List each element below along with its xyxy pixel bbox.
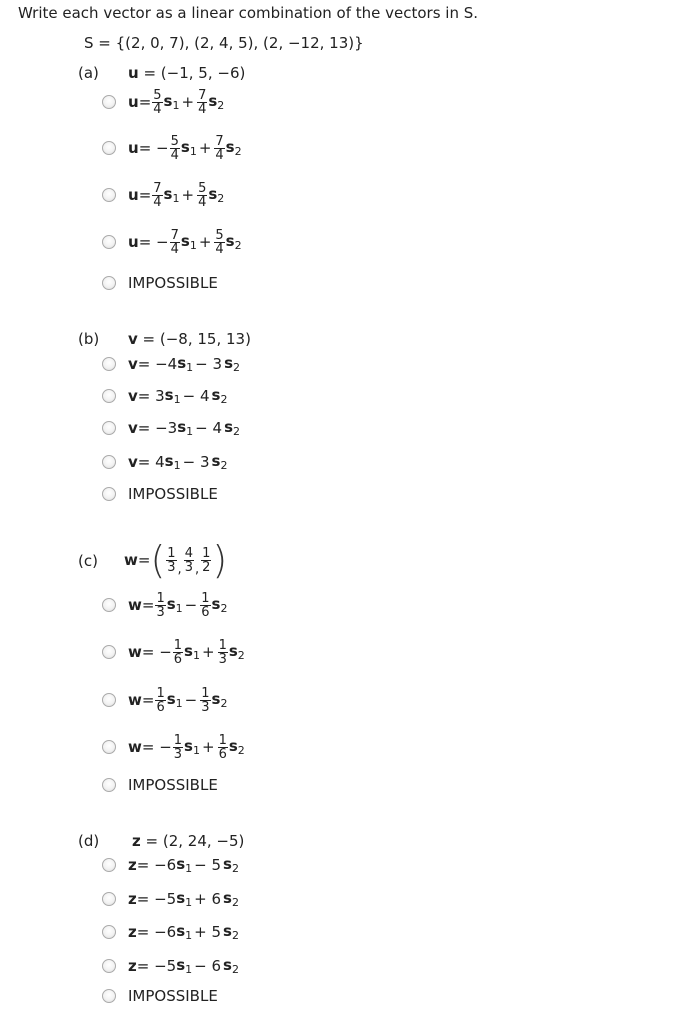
basis-vector: $s_1$ — [166, 690, 183, 710]
basis-vector: $s_1$ — [177, 418, 194, 438]
option-impossible[interactable] — [102, 271, 218, 295]
part-label: (c) — [78, 552, 98, 570]
basis-vector: $s_2$ — [211, 452, 228, 472]
option-text: u = − $\frac{7}{4}$ $s_1$ + $\frac{5}{4}$ $s_2$ — [128, 227, 242, 257]
part-vector: v = (−8, 15, 13) — [128, 330, 251, 348]
option-text: u = $\frac{5}{4}$ $s_1$ + $\frac{7}{4}$ $s_2$ — [128, 87, 225, 117]
option-d-1[interactable] — [102, 853, 239, 877]
option-text: IMPOSSIBLE — [128, 274, 218, 292]
option-a-2[interactable] — [102, 133, 242, 163]
option-d-2[interactable] — [102, 887, 239, 911]
fraction: $\frac{1}{6}$ — [201, 590, 210, 620]
option-text: IMPOSSIBLE — [128, 776, 218, 794]
basis-vector: $s_2$ — [223, 922, 239, 942]
basis-vector: $s_2$ — [225, 138, 242, 158]
option-b-1[interactable] — [102, 352, 240, 376]
basis-vector: $s_1$ — [177, 354, 194, 374]
radio-button[interactable] — [102, 455, 116, 469]
fraction: $\frac{1}{3}$ — [156, 590, 165, 620]
option-text: v = 3 $s_1$ − 4 $s_2$ — [128, 386, 228, 406]
part-vector: u = (−1, 5, −6) — [128, 64, 246, 82]
radio-button[interactable] — [102, 235, 116, 249]
basis-vector: $s_1$ — [163, 92, 180, 112]
fraction: $\frac{1}{6}$ — [156, 685, 165, 715]
option-a-4[interactable] — [102, 227, 242, 257]
option-a-3[interactable] — [102, 180, 225, 210]
basis-vector: $s_2$ — [211, 386, 228, 406]
radio-button[interactable] — [102, 95, 116, 109]
option-text: w = $\frac{1}{6}$ $s_1$ − $\frac{1}{3}$ $s_2$ — [128, 685, 228, 715]
radio-button[interactable] — [102, 925, 116, 939]
option-c-1[interactable] — [102, 590, 228, 620]
fraction: $\frac{1}{3}$ — [167, 545, 176, 575]
fraction: $\frac{7}{4}$ — [215, 133, 224, 163]
option-d-3[interactable] — [102, 920, 239, 944]
basis-vector: $s_2$ — [211, 690, 228, 710]
basis-vector: $s_1$ — [164, 452, 181, 472]
option-c-2[interactable] — [102, 637, 245, 667]
option-text: z = −5 $s_1$ − 6 $s_2$ — [128, 956, 239, 976]
fraction: $\frac{1}{6}$ — [218, 732, 227, 762]
part-vector: z = (2, 24, −5) — [132, 832, 245, 850]
option-text: v = −3 $s_1$ − 4 $s_2$ — [128, 418, 240, 438]
fraction: $\frac{1}{3}$ — [218, 637, 227, 667]
fraction: $\frac{1}{6}$ — [173, 637, 183, 667]
radio-button[interactable] — [102, 487, 116, 501]
option-a-1[interactable] — [102, 87, 225, 117]
radio-button[interactable] — [102, 858, 116, 872]
basis-vector: $s_1$ — [176, 956, 193, 976]
part-label: (d) — [78, 832, 100, 850]
basis-vector: $s_1$ — [176, 855, 193, 875]
radio-button[interactable] — [102, 959, 116, 973]
basis-vector: $s_1$ — [163, 185, 180, 205]
basis-vector: $s_1$ — [184, 737, 200, 757]
part-label: (a) — [78, 64, 99, 82]
option-c-3[interactable] — [102, 685, 228, 715]
radio-button[interactable] — [102, 989, 116, 1003]
basis-vector: $s_2$ — [224, 354, 240, 374]
fraction: $\frac{4}{3}$ — [184, 545, 193, 575]
basis-vector: $s_2$ — [228, 737, 245, 757]
radio-button[interactable] — [102, 892, 116, 906]
option-d-4[interactable] — [102, 954, 239, 978]
option-text: z = −6 $s_1$ − 5 $s_2$ — [128, 855, 239, 875]
fraction: $\frac{5}{4}$ — [153, 87, 162, 117]
basis-vector: $s_2$ — [224, 418, 240, 438]
fraction: $\frac{7}{4}$ — [198, 87, 207, 117]
basis-vector: $s_1$ — [164, 386, 181, 406]
basis-vector: $s_1$ — [166, 595, 183, 615]
option-b-4[interactable] — [102, 450, 227, 474]
fraction: $\frac{1}{2}$ — [202, 545, 211, 575]
basis-vector: $s_2$ — [211, 595, 228, 615]
option-text: IMPOSSIBLE — [128, 485, 218, 503]
radio-button[interactable] — [102, 778, 116, 792]
basis-vector: $s_2$ — [223, 855, 239, 875]
option-text: IMPOSSIBLE — [128, 987, 218, 1005]
basis-vector: $s_1$ — [176, 922, 193, 942]
radio-button[interactable] — [102, 645, 116, 659]
fraction: $\frac{5}{4}$ — [198, 180, 207, 210]
part-vector: w = ( $\frac{1}{3}$ , $\frac{4}{3}$ , $\frac{1}{2}$ ) — [124, 538, 228, 582]
basis-vector: $s_2$ — [208, 92, 225, 112]
radio-button[interactable] — [102, 693, 116, 707]
radio-button[interactable] — [102, 421, 116, 435]
basis-vector: $s_2$ — [223, 956, 239, 976]
option-impossible[interactable] — [102, 984, 218, 1008]
option-text: w = − $\frac{1}{3}$ $s_1$ + $\frac{1}{6}$ $s_2$ — [128, 732, 245, 762]
basis-vector: $s_2$ — [228, 642, 245, 662]
option-text: u = − $\frac{5}{4}$ $s_1$ + $\frac{7}{4}$ $s_2$ — [128, 133, 242, 163]
option-b-3[interactable] — [102, 416, 240, 440]
basis-vector: $s_1$ — [184, 642, 200, 662]
radio-button[interactable] — [102, 188, 116, 202]
basis-vector: $s_1$ — [180, 138, 197, 158]
radio-button[interactable] — [102, 357, 116, 371]
fraction: $\frac{5}{4}$ — [170, 133, 179, 163]
basis-vector: $s_1$ — [180, 232, 197, 252]
radio-button[interactable] — [102, 598, 116, 612]
question-title: Write each vector as a linear combination of the vectors in S. — [18, 4, 479, 22]
option-text: z = −5 $s_1$ + 6 $s_2$ — [128, 889, 239, 909]
fraction: $\frac{7}{4}$ — [170, 227, 179, 257]
basis-vector: $s_1$ — [176, 889, 193, 909]
option-c-4[interactable] — [102, 732, 245, 762]
radio-button[interactable] — [102, 141, 116, 155]
basis-vector: $s_2$ — [208, 185, 225, 205]
fraction: $\frac{1}{3}$ — [201, 685, 210, 715]
option-text: w = − $\frac{1}{6}$ $s_1$ + $\frac{1}{3}$ $s_2$ — [128, 637, 245, 667]
basis-vector: $s_2$ — [225, 232, 242, 252]
basis-vector: $s_2$ — [223, 889, 239, 909]
option-impossible[interactable] — [102, 773, 218, 797]
fraction: $\frac{1}{3}$ — [173, 732, 183, 762]
radio-button[interactable] — [102, 389, 116, 403]
radio-button[interactable] — [102, 276, 116, 290]
option-impossible[interactable] — [102, 482, 218, 506]
part-label: (b) — [78, 330, 100, 348]
option-text: v = −4 $s_1$ − 3 $s_2$ — [128, 354, 240, 374]
option-b-2[interactable] — [102, 384, 227, 408]
fraction: $\frac{7}{4}$ — [153, 180, 162, 210]
radio-button[interactable] — [102, 740, 116, 754]
set-definition: S = {(2, 0, 7), (2, 4, 5), (2, −12, 13)} — [84, 34, 364, 52]
option-text: w = $\frac{1}{3}$ $s_1$ − $\frac{1}{6}$ $s_2$ — [128, 590, 228, 620]
fraction: $\frac{5}{4}$ — [215, 227, 224, 257]
option-text: u = $\frac{7}{4}$ $s_1$ + $\frac{5}{4}$ $s_2$ — [128, 180, 225, 210]
option-text: z = −6 $s_1$ + 5 $s_2$ — [128, 922, 239, 942]
option-text: v = 4 $s_1$ − 3 $s_2$ — [128, 452, 228, 472]
